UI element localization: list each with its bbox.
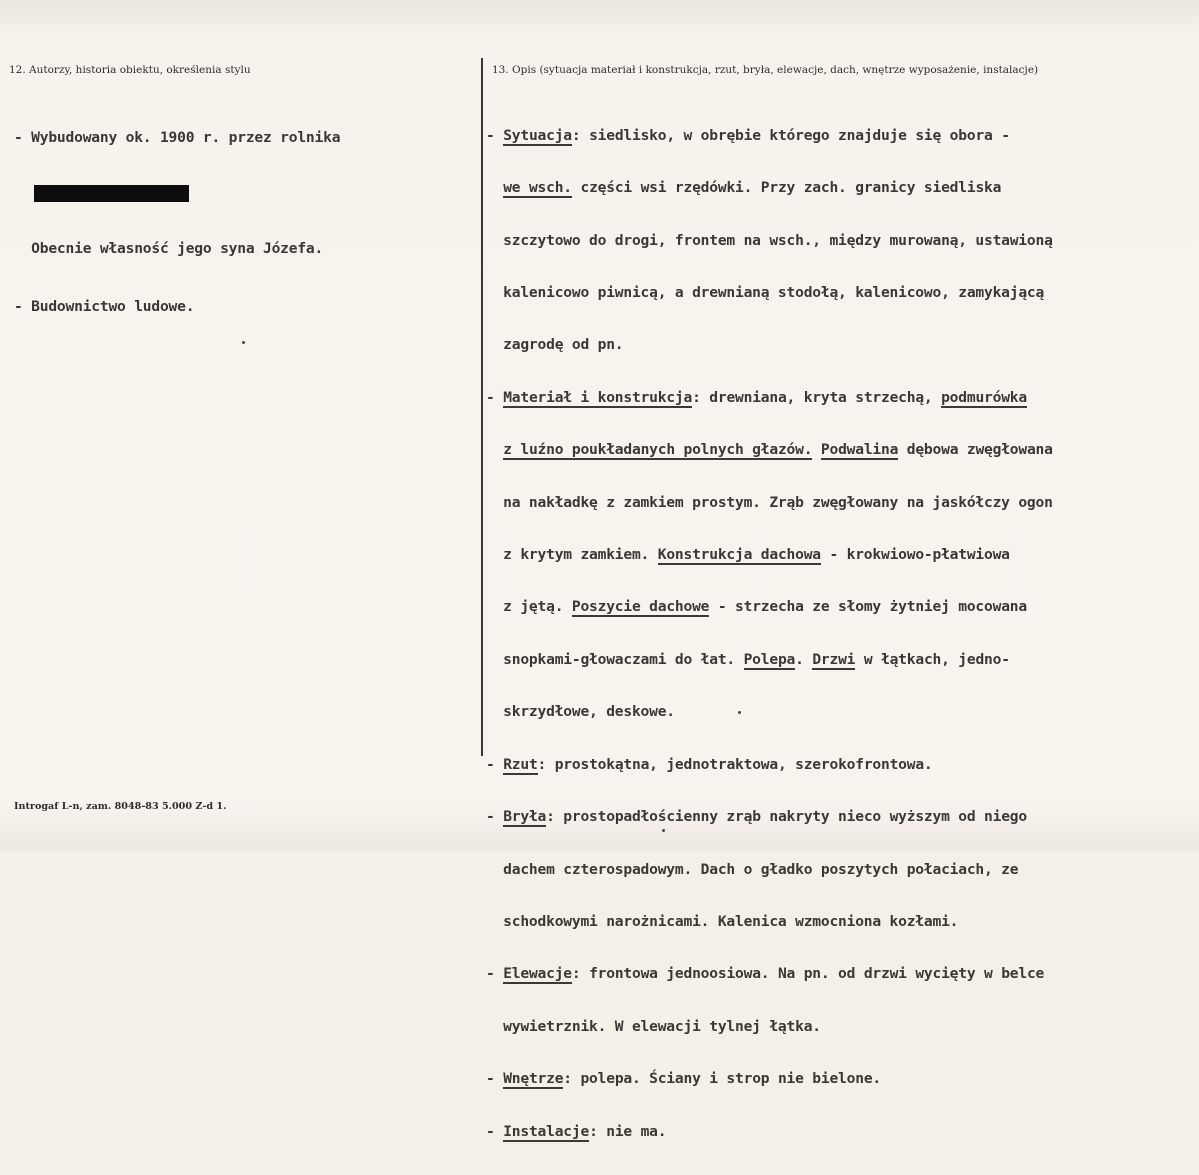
- label-wnetrze: Wnętrze: [503, 1070, 564, 1088]
- label-rzut: Rzut: [503, 755, 538, 773]
- desc-line: - Bryła: prostopadłościenny zrąb nakryty nieco wyższym od niego: [486, 808, 1027, 826]
- history-line-2: [14, 183, 340, 204]
- desc-line: dachem czterospadowym. Dach o gładko poszytych połaciach, ze: [486, 860, 1019, 878]
- desc-line: z luźno poukładanych polnych głazów. Podwalina dębowa zwęgłowana: [503, 441, 1053, 459]
- desc-line: - Rzut: prostokątna, jednotraktowa, szerokofrontowa.: [486, 755, 933, 773]
- section-12-header: 12. Autorzy, historia obiektu, określenia stylu: [9, 64, 251, 76]
- speck-mark: [738, 711, 741, 714]
- history-line-4: - Budownictwo ludowe.: [14, 298, 195, 316]
- desc-line: skrzydłowe, deskowe.: [486, 703, 675, 721]
- history-line-1: - Wybudowany ok. 1900 r. przez rolnika: [14, 128, 341, 146]
- desc-line: - Elewacje: frontowa jednoosiowa. Na pn. od drzwi wycięty w belce: [486, 965, 1045, 983]
- label-elewacje: Elewacje: [503, 965, 572, 983]
- description-text: [486, 92, 1053, 1175]
- desc-line: kalenicowo piwnicą, a drewnianą stodołą, kalenicowo, zamykającą: [486, 284, 1045, 302]
- desc-line: we wsch. części wsi rzędówki. Przy zach. granicy siedliska: [503, 179, 1002, 197]
- history-text: [14, 92, 340, 354]
- label-instalacje: Instalacje: [503, 1122, 590, 1140]
- label-sytuacja: Sytuacja: [503, 126, 572, 144]
- desc-line: - Instalacje: nie ma.: [486, 1122, 667, 1140]
- label-bryla: Bryła: [503, 808, 547, 826]
- desc-line: wywietrznik. W elewacji tylnej łątka.: [486, 1017, 821, 1035]
- desc-line: na nakładkę z zamkiem prostym. Zrąb zwęgłowany na jaskółczy ogon: [486, 493, 1053, 511]
- desc-line: zagrodę od pn.: [486, 336, 624, 354]
- speck-mark: [242, 341, 245, 344]
- desc-line: - Materiał i konstrukcja: drewniana, kryta strzechą, podmurówka: [486, 388, 1027, 406]
- redaction-bar: [34, 185, 189, 202]
- desc-line: z krytym zamkiem. Konstrukcja dachowa - krokwiowo-płatwiowa: [486, 546, 1010, 564]
- speck-mark: [662, 829, 665, 832]
- column-divider: [481, 58, 483, 756]
- desc-line: snopkami-głowaczami do łat. Polepa. Drzwi w łątkach, jedno-: [486, 650, 1010, 668]
- history-line-3: Obecnie własność jego syna Józefa.: [14, 240, 324, 258]
- desc-line: - Sytuacja: siedlisko, w obrębie którego znajduje się obora -: [486, 126, 1010, 144]
- desc-line: schodkowymi narożnicami. Kalenica wzmocniona kozłami.: [486, 912, 959, 930]
- label-material: Materiał i konstrukcja: [503, 388, 693, 406]
- printer-imprint: Introgaf L-n, zam. 8048-83 5.000 Z-d 1.: [14, 801, 227, 812]
- section-13-header: 13. Opis (sytuacja materiał i konstrukcja, rzut, bryła, elewacje, dach, wnętrze wyposażenie, instalacje): [492, 64, 1039, 76]
- desc-line: z jętą. Poszycie dachowe - strzecha ze słomy żytniej mocowana: [486, 598, 1027, 616]
- desc-line: szczytowo do drogi, frontem na wsch., między murowaną, ustawioną: [486, 231, 1053, 249]
- desc-line: - Wnętrze: polepa. Ściany i strop nie bielone.: [486, 1070, 881, 1088]
